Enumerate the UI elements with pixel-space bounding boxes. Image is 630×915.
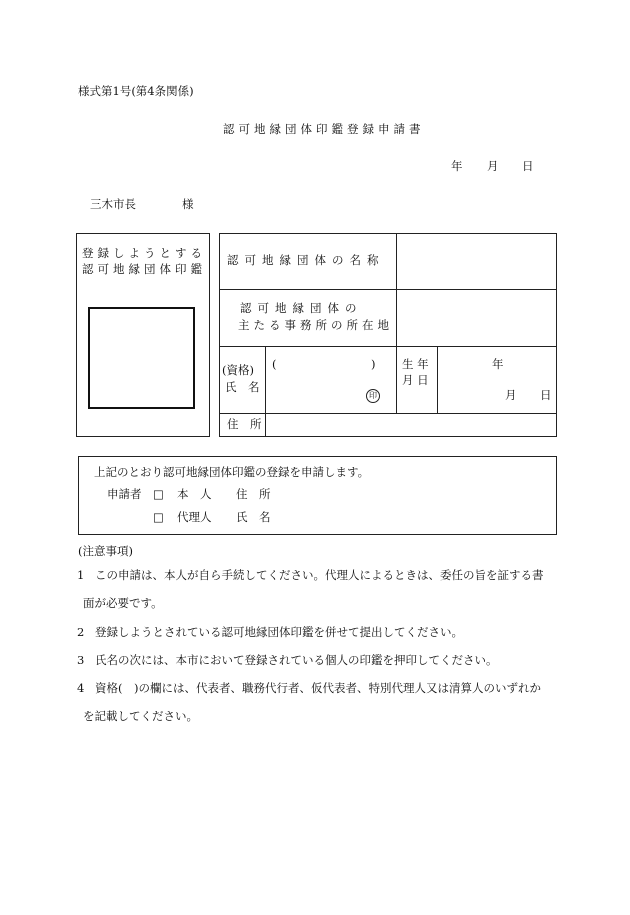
birth-date-field[interactable] (440, 349, 555, 411)
note-number: 2 (77, 625, 85, 639)
applicant-label: 申請者 (107, 487, 142, 501)
note-text: この申請は、本人が自ら手続してください。代理人によるときは、委任の旨を証する書 (95, 568, 544, 582)
office-label-line1: 認可地縁団体の (240, 301, 363, 315)
note-number: 4 (77, 681, 85, 695)
notes-heading: (注意事項) (78, 544, 133, 558)
applicant-name-label: 氏 名 (236, 510, 271, 524)
group-name-field[interactable] (398, 235, 555, 288)
name-field[interactable] (268, 378, 360, 408)
birth-day-label: 日 (540, 388, 552, 402)
addressee: 三木市長 (90, 197, 136, 211)
seal-mark-icon: 印 (366, 389, 380, 403)
checkbox-self[interactable]: □ (153, 487, 164, 501)
note-number: 3 (77, 653, 85, 667)
note-number: 1 (77, 568, 85, 582)
qualification-paren-open: ( (272, 357, 277, 371)
table-rule (219, 289, 557, 290)
date-day-label: 日 (522, 159, 534, 173)
addressee-suffix: 様 (182, 197, 194, 211)
qualification-field[interactable] (280, 356, 368, 374)
address-field[interactable] (268, 415, 555, 435)
note-text: 氏名の次には、本市において登録されている個人の印鑑を押印してください。 (95, 653, 498, 667)
birth-label-line1: 生 年 (402, 357, 429, 371)
date-month-label: 月 (487, 159, 499, 173)
note-text: 資格( )の欄には、代表者、職務代行者、仮代表者、特別代理人又は清算人のいずれか (95, 681, 541, 695)
option-self-label: 本 人 (177, 487, 212, 501)
form-number: 様式第1号(第4条関係) (78, 84, 194, 98)
qualification-paren-close: ) (371, 357, 376, 371)
table-rule (265, 346, 266, 437)
address-label: 住 所 (227, 417, 262, 431)
seal-area-label-line1: 登録しようとする (82, 246, 206, 260)
option-agent-label: 代理人 (177, 510, 212, 524)
office-address-field[interactable] (398, 291, 555, 345)
group-name-label: 認可地縁団体の名称 (227, 253, 385, 267)
note-text-continued: を記載してください。 (83, 709, 198, 723)
form-title: 認可地縁団体印鑑登録申請書 (223, 122, 425, 136)
applicant-address-label: 住 所 (236, 487, 271, 501)
birth-month-label: 月 (505, 388, 517, 402)
note-text: 登録しようとされている認可地縁団体印鑑を併せて提出してください。 (95, 625, 463, 639)
qualification-label: (資格) (222, 363, 254, 377)
name-label: 氏 名 (225, 380, 260, 394)
table-rule (219, 346, 557, 347)
birth-label-line2: 月 日 (402, 373, 429, 387)
table-rule (219, 413, 557, 414)
seal-impression-box[interactable] (88, 307, 195, 409)
table-rule (396, 233, 397, 413)
office-label-line2: 主たる事務所の所在地 (238, 318, 393, 332)
date-year-label: 年 (451, 159, 463, 173)
checkbox-agent[interactable]: □ (153, 510, 164, 524)
seal-area-label-line2: 認可地縁団体印鑑 (82, 262, 206, 276)
note-text-continued: 面が必要です。 (83, 596, 163, 610)
application-statement: 上記のとおり認可地縁団体印鑑の登録を申請します。 (94, 465, 370, 479)
birth-year-label: 年 (492, 357, 504, 371)
table-rule (437, 346, 438, 413)
